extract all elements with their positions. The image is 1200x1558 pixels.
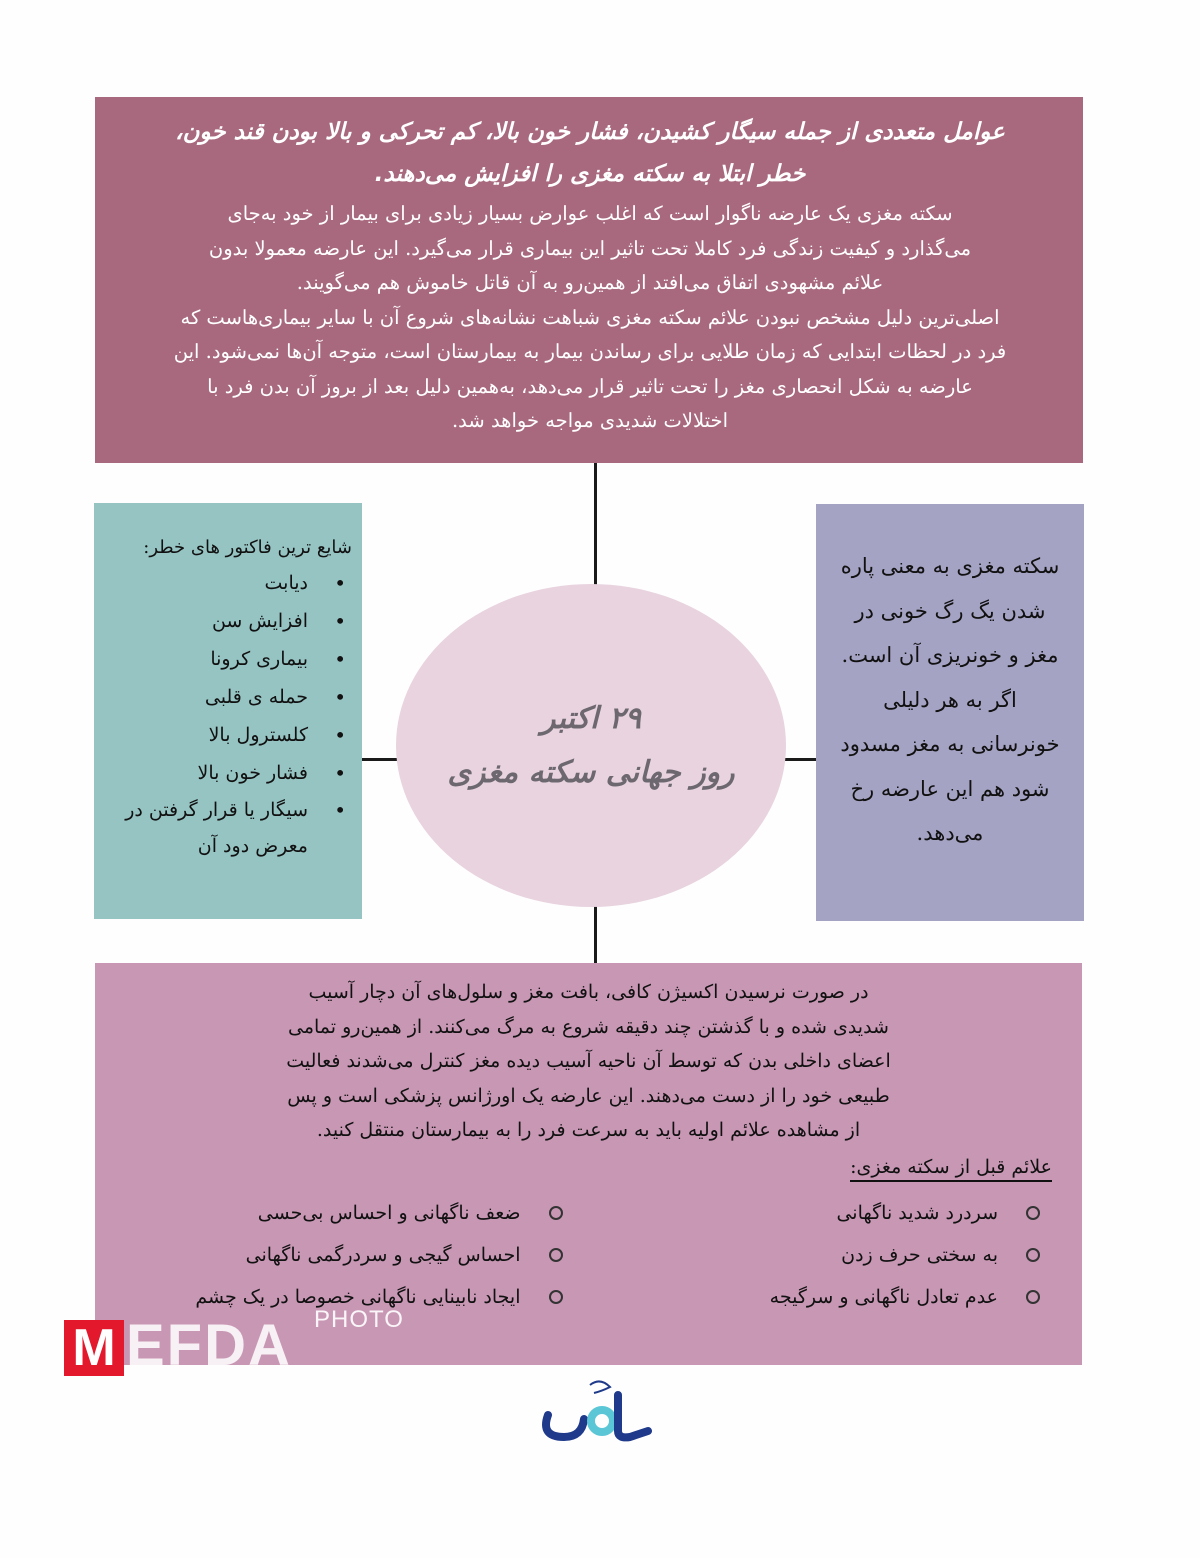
definition-line: شود هم این عارضه رخ	[850, 776, 1050, 801]
definition-line: شدن یگ رگ خونی در	[854, 598, 1046, 623]
risk-factors-title: شایع ترین فاکتور های خطر:	[143, 537, 352, 558]
hollow-circle-icon	[549, 1290, 563, 1304]
intro-headline-line: عوامل متعددی از جمله سیگار کشیدن، فشار خون بالا، کم تحرکی و بالا بودن قند خون،	[175, 119, 1005, 145]
center-title: روز جهانی سکته مغزی	[447, 754, 735, 790]
intro-body-line: می‌گذارد و کیفیت زندگی فرد کاملا تحت تاثیر این بیماری قرار می‌گیرد. این عارضه معمولا بدون	[208, 236, 972, 260]
risk-factor-item: • کلسترول بالا	[94, 716, 352, 754]
intro-body-line: عارضه به شکل انحصاری مغز را تحت تاثیر قرار می‌دهد، به‌همین دلیل بعد از بروز آن بدن فرد با	[207, 374, 973, 398]
definition-line: مغز و خونریزی آن است.	[841, 643, 1059, 667]
definition-panel	[816, 504, 1084, 921]
risk-factor-item: • بیماری کرونا	[94, 640, 352, 678]
symptoms-title-wrap	[125, 1148, 1052, 1182]
risk-factor-item: • حمله ی قلبی	[94, 678, 352, 716]
hollow-circle-icon	[1026, 1206, 1040, 1220]
intro-body-line: علائم مشهودی اتفاق می‌افتد از همین‌رو به آن قاتل خاموش هم می‌گویند.	[296, 271, 884, 294]
symptom-item	[603, 1276, 1041, 1318]
symptom-label: سردرد شدید ناگهانی	[836, 1201, 998, 1224]
intro-body	[107, 197, 1073, 439]
definition-text	[830, 544, 1070, 856]
intro-panel	[95, 97, 1083, 463]
intro-body-line: اصلی‌ترین دلیل مشخص نبودن علائم سکته مغزی شباهت نشانه‌های شروع آن با سایر بیماری‌هاست که	[180, 305, 1000, 329]
intro-body-line: اختلالات شدیدی مواجه خواهد شد.	[451, 409, 729, 432]
risk-factors-panel	[94, 503, 362, 919]
watermark-m: M	[64, 1320, 124, 1376]
intro-headline	[107, 111, 1073, 195]
consequences-line: شدیدی شده و با گذشتن چند دقیقه شروع به مرگ می‌کنند. از همین‌رو تمامی	[288, 1015, 889, 1038]
consequences-line: اعضای داخلی بدن که توسط آن ناحیه آسیب دیده مغز کنترل می‌شدند فعالیت	[286, 1050, 891, 1072]
consequences-body	[125, 975, 1052, 1148]
hollow-circle-icon	[549, 1248, 563, 1262]
definition-line: سکته مغزی به معنی پاره	[840, 554, 1060, 578]
risk-factor-item: • سیگار یا قرار گرفتن در معرض دود آن	[94, 792, 352, 864]
definition-line: می‌دهد.	[916, 821, 984, 845]
navid-logo-icon	[530, 1375, 660, 1445]
symptoms-list	[125, 1192, 1052, 1318]
symptom-label: ضعف ناگهانی و احساس بی‌حسی	[257, 1201, 521, 1224]
symptom-label: احساس گیجی و سردرگمی ناگهانی	[245, 1243, 521, 1266]
intro-body-line: فرد در لحظات ابتدایی که زمان طلایی برای رساندن بیمار به بیمارستان است، متوجه آن‌ها نمی‌شود. این	[173, 340, 1007, 363]
connector-top	[594, 463, 597, 585]
symptom-item	[603, 1234, 1041, 1276]
center-title-ellipse	[396, 584, 786, 907]
hollow-circle-icon	[549, 1206, 563, 1220]
risk-factor-item: • دیابت	[94, 564, 352, 602]
definition-line: اگر به هر دلیلی	[883, 687, 1017, 712]
hollow-circle-icon	[1026, 1248, 1040, 1262]
intro-body-line: سکته مغزی یک عارضه ناگوار است که اغلب عوارض بسیار زیادی برای بیمار از خود به‌جای	[227, 202, 953, 225]
intro-headline-line: خطر ابتلا به سکته مغزی را افزایش می‌دهند.	[374, 161, 806, 187]
mefda-watermark	[64, 1306, 474, 1376]
symptoms-title: علائم قبل از سکته مغزی:	[850, 1156, 1052, 1182]
connector-left	[362, 758, 398, 761]
consequences-line: در صورت نرسیدن اکسیژن کافی، بافت مغز و سلول‌های آن دچار آسیب	[308, 981, 869, 1003]
center-date: ۲۹ اکتبر	[541, 700, 641, 736]
risk-factors-list	[94, 564, 352, 864]
hollow-circle-icon	[1026, 1290, 1040, 1304]
watermark-photo: PHOTO	[314, 1306, 404, 1333]
connector-bottom	[594, 906, 597, 964]
definition-line: خونرسانی به مغز مسدود	[840, 732, 1060, 756]
symptom-label: به سختی حرف زدن	[841, 1243, 998, 1266]
consequences-line: طبیعی خود را از دست می‌دهند. این عارضه یک اورژانس پزشکی است و پس	[287, 1084, 890, 1107]
symptom-item	[125, 1234, 563, 1276]
symptom-label: ایجاد نابینایی ناگهانی خصوصا در یک چشم	[195, 1285, 521, 1308]
symptom-item	[603, 1192, 1041, 1234]
risk-factor-item: • فشار خون بالا	[94, 754, 352, 792]
risk-factor-item: • افزایش سن	[94, 602, 352, 640]
watermark-text: EFDA	[126, 1313, 292, 1378]
consequences-panel	[95, 963, 1082, 1365]
symptom-label: عدم تعادل ناگهانی و سرگیجه	[769, 1285, 998, 1308]
connector-right	[785, 758, 817, 761]
consequences-line: از مشاهده علائم اولیه باید به سرعت فرد را به بیمارستان منتقل کنید.	[316, 1119, 861, 1141]
symptom-item	[125, 1192, 563, 1234]
